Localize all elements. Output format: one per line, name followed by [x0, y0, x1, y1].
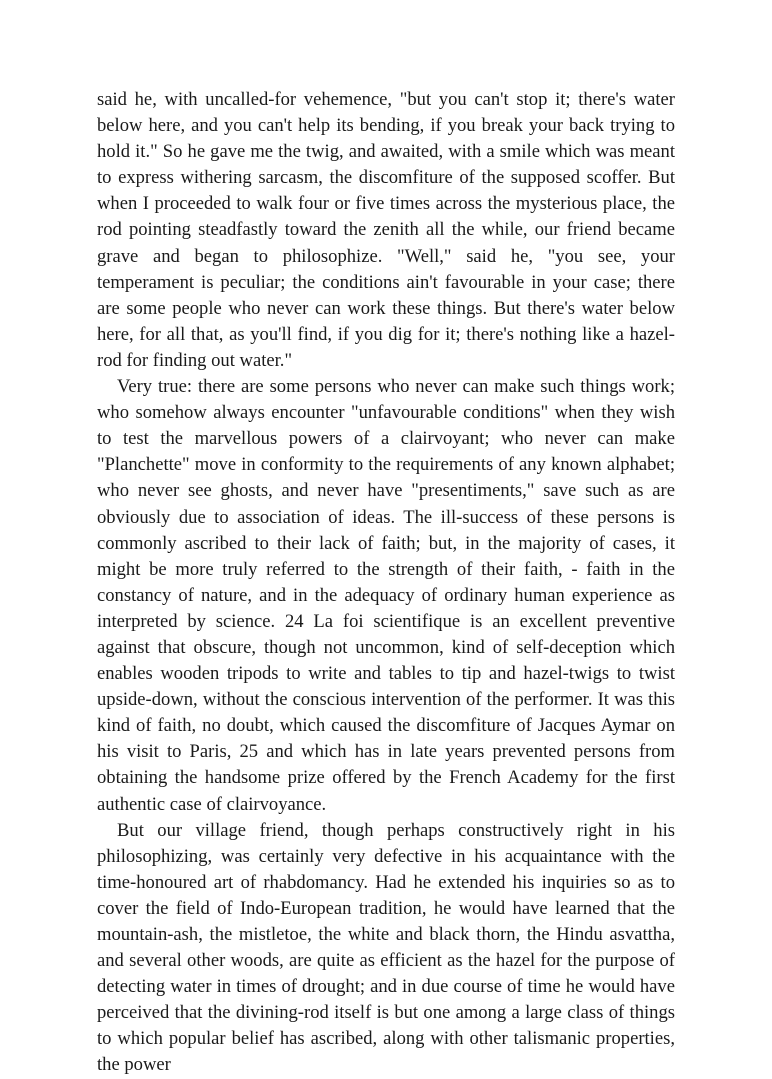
paragraph-2: Very true: there are some persons who never can make such things work; who somehow always encounter "unfavourable conditions" when they wish to test the marvellous powers of a clairvoyant; who never can make "Planchette" move in conformity to the requirements of any known alphabet; who never see ghosts, and never have "presentiments," save such as are obviously due to association of ideas. The ill-success of these persons is commonly ascribed to their lack of faith; but, in the majority of cases, it might be more truly referred to the strength of their faith, - faith in the constancy of nature, and in the adequacy of ordinary human experience as interpreted by science. 24 La foi scientifique is an excellent preventive against that obscure, though not uncommon, kind of self-deception which enables wooden tripods to write and tables to tip and hazel-twigs to twist upside-down, without the conscious intervention of the performer. It was this kind of faith, no doubt, which caused the discomfiture of Jacques Aymar on his visit to Paris, 25 and which has in late years prevented persons from obtaining the handsome prize offered by the French Academy for the first authentic case of clairvoyance. [97, 376, 675, 815]
paragraph-1: said he, with uncalled-for vehemence, "but you can't stop it; there's water below here, and you can't help its bending, if you break your back trying to hold it." So he gave me the twig, and awaited, with a smile which was meant to express withering sarcasm, the discomfiture of the supposed scoffer. But when I proceeded to walk four or five times across the mysterious place, the rod pointing steadfastly toward the zenith all the while, our friend became grave and began to philosophize. "Well," said he, "you see, your temperament is peculiar; the conditions ain't favourable in your case; there are some people who never can work these things. But there's water below here, for all that, as you'll find, if you dig for it; there's nothing like a hazel-rod for finding out water." [97, 89, 675, 371]
paragraph-3: But our village friend, though perhaps constructively right in his philosophizing, was certainly very defective in his acquaintance with the time-honoured art of rhabdomancy. Had he extended his inquiries so as to cover the field of Indo-European tradition, he would have learned that the mountain-ash, the mistletoe, the white and black thorn, the Hindu asvattha, and several other woods, are quite as efficient as the hazel for the purpose of detecting water in times of drought; and in due course of time he would have perceived that the divining-rod itself is but one among a large class of things to which popular belief has ascribed, along with other talismanic properties, the power [97, 819, 675, 1076]
body-text [97, 87, 675, 1079]
